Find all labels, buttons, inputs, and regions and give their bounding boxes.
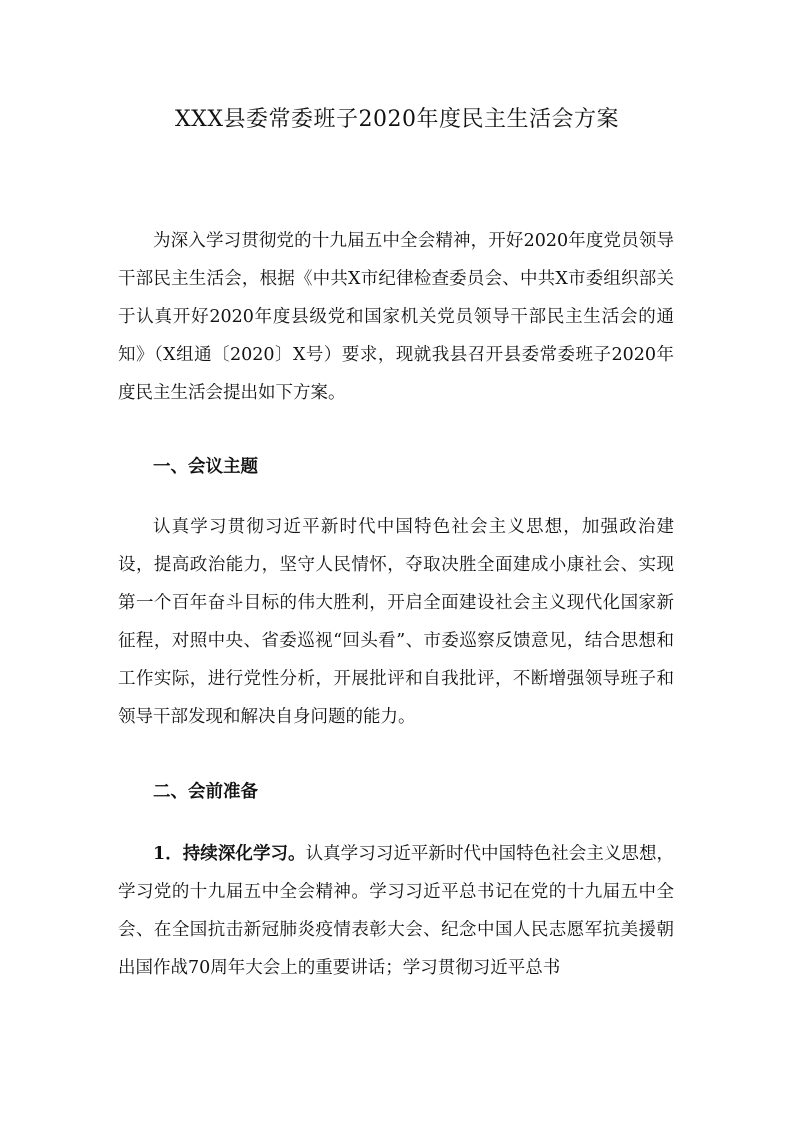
- preparation-item-1-body: 认真学习习近平新时代中国特色社会主义思想，学习党的十九届五中全会精神。学习习近平总书记在党的十九届五中全会、在全国抗击新冠肺炎疫情表彰大会、纪念中国人民志愿军抗美援朝出国作战70周年大会上的重要讲话；学习贯彻习近平总书: [118, 844, 674, 978]
- intro-paragraph: 为深入学习贯彻党的十九届五中全会精神，开好2020年度党员领导干部民主生活会，根据《中共X市纪律检查委员会、中共X市委组织部关于认真开好2020年度县级党和国家机关党员领导干部民主生活会的通知》（X组通〔2020〕X号）要求，现就我县召开县委常委班子2020年度民主生活会提出如下方案。: [118, 231, 674, 403]
- section-heading-meeting-theme: 一、会议主题: [153, 457, 258, 477]
- preparation-item-1: [118, 835, 674, 987]
- meeting-theme-paragraph: 认真学习贯彻习近平新时代中国特色社会主义思想，加强政治建设，提高政治能力，坚守人民情怀，夺取决胜全面建成小康社会、实现第一个百年奋斗目标的伟大胜利，开启全面建设社会主义现代化国家新征程，对照中央、省委巡视“回头看”、市委巡察反馈意见，结合思想和工作实际，进行党性分析，开展批评和自我批评，不断增强领导班子和领导干部发现和解决自身问题的能力。: [118, 517, 674, 727]
- section-heading-preparation: 二、会前准备: [153, 782, 258, 802]
- preparation-item-1-title: 1．持续深化学习。: [153, 844, 306, 864]
- document-title: XXX县委常委班子2020年度民主生活会方案: [175, 107, 619, 132]
